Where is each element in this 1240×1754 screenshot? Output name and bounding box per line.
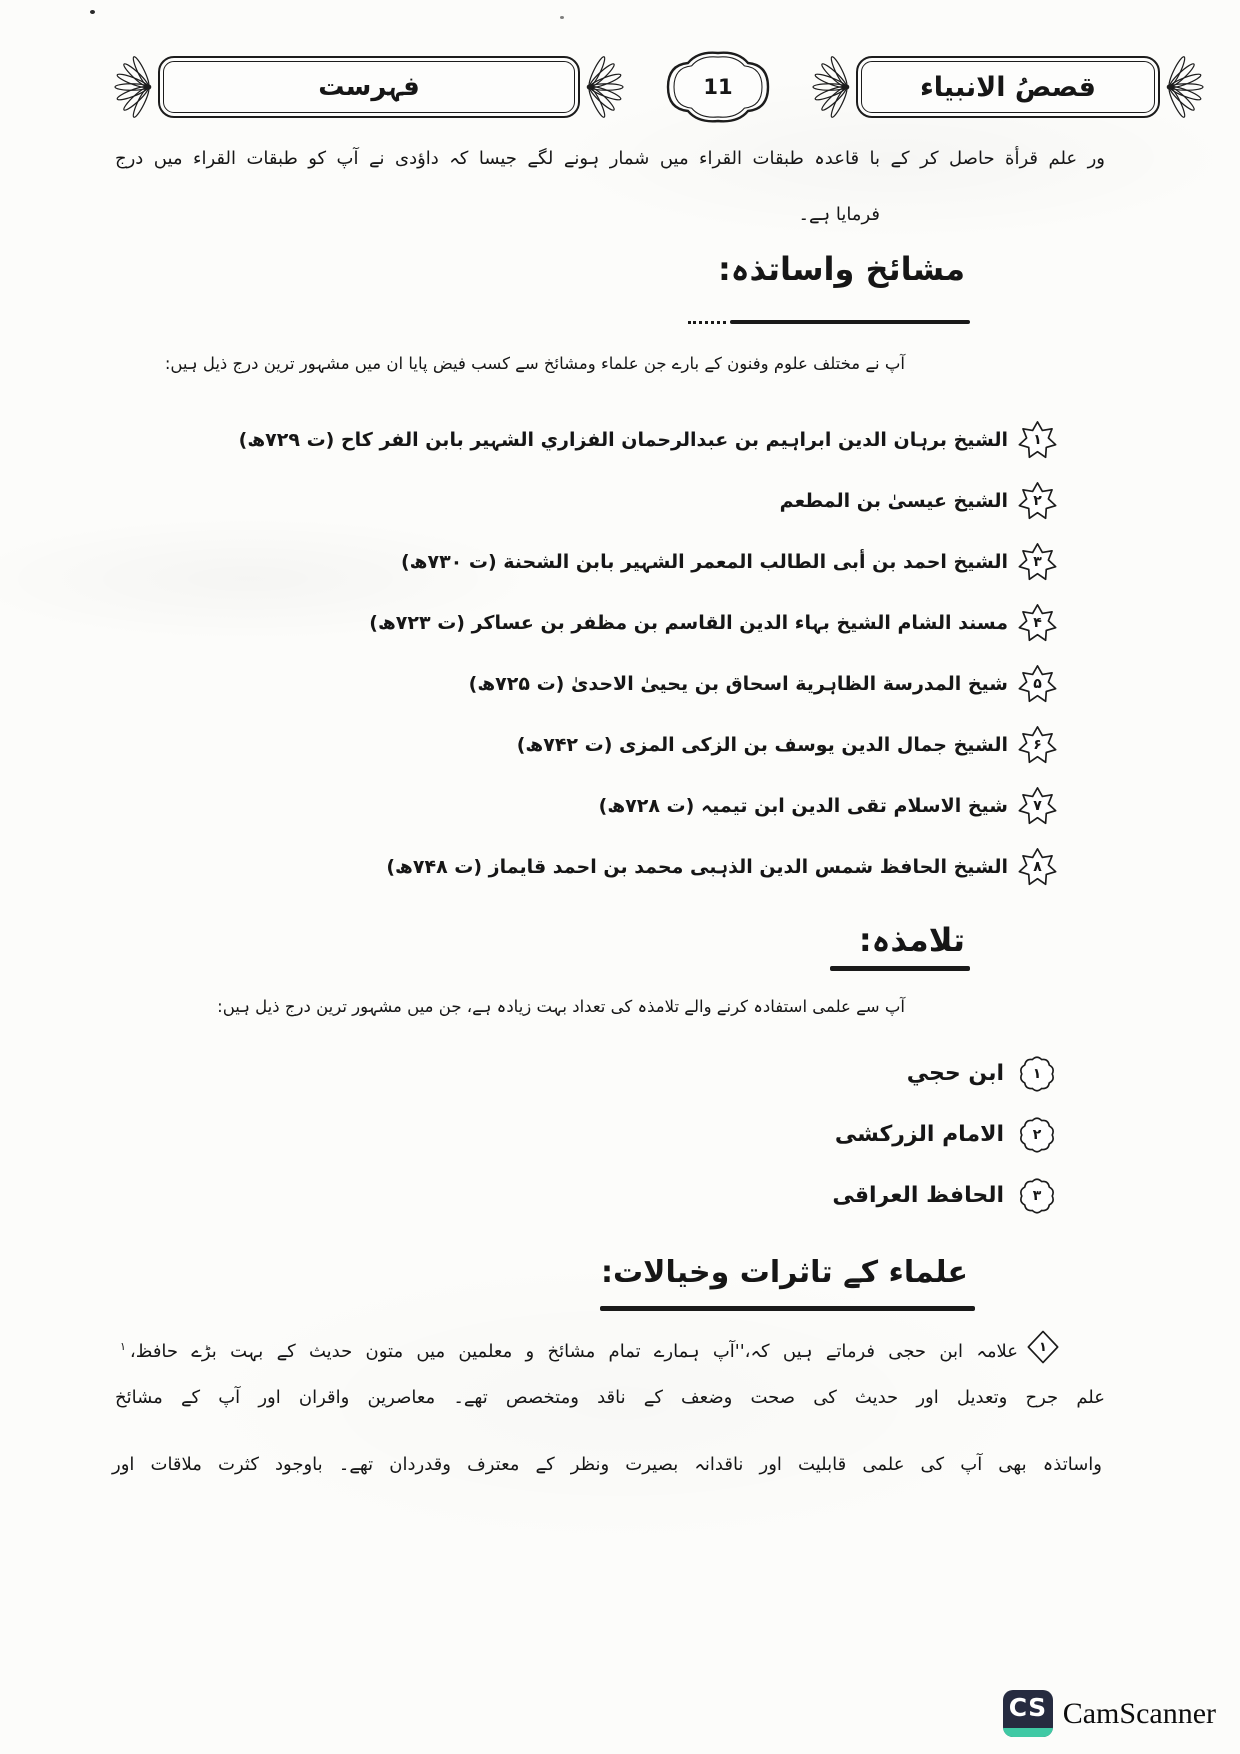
- header-band: [108, 44, 1232, 130]
- star-bullet-icon: [1017, 847, 1058, 888]
- page-number-cartouche: [632, 47, 804, 127]
- student-name: الحافظ العراقی: [832, 1183, 1004, 1208]
- bullet-number: ۲: [1032, 1127, 1042, 1143]
- teacher-item-7: [90, 784, 1058, 832]
- teacher-item-2: [90, 479, 1058, 527]
- student-item-3: [90, 1174, 1058, 1222]
- paragraph-line: ور علم قرأة حاصل کر کے با قاعدہ طبقات القراء میں شمار ہونے لگے جیسا کہ داؤدی نے آپ کو طبقات القراء میں درج: [115, 148, 1105, 169]
- bullet-number: ۱: [1039, 1339, 1047, 1355]
- bullet-number: ۷: [1033, 797, 1042, 814]
- floral-ornament-icon: [806, 48, 856, 126]
- heading-underline: [830, 966, 970, 971]
- book-title-banner: [856, 56, 1160, 118]
- student-name: ابن حجي: [906, 1061, 1004, 1086]
- footnote-mark: ۱: [120, 1340, 126, 1353]
- star-bullet-icon: [1017, 725, 1058, 766]
- section-title: فہرست: [318, 72, 420, 102]
- bullet-number: ۲: [1033, 492, 1042, 509]
- teacher-item-1: [90, 418, 1058, 466]
- bullet-number: ۳: [1033, 553, 1042, 570]
- camscanner-initials: CS: [1008, 1693, 1047, 1722]
- flower-bullet-icon: [1018, 1116, 1056, 1154]
- paragraph-line: فرمایا ہے۔: [798, 204, 880, 225]
- opinions-line: علم جرح وتعدیل اور حدیث کی صحت وضعف کے ناقد ومتخصص تھے۔ معاصرین واقران اور آپ کے مشائخ: [115, 1387, 1105, 1408]
- star-bullet-icon: [1017, 603, 1058, 644]
- bullet-number: ۵: [1033, 675, 1042, 692]
- opinions-heading: علماء کے تاثرات وخیالات:: [601, 1255, 968, 1290]
- teacher-item-3: [90, 540, 1058, 588]
- heading-underline: [730, 320, 970, 324]
- floral-ornament-icon: [580, 48, 630, 126]
- bullet-number: ۳: [1032, 1188, 1042, 1204]
- star-bullet-icon: [1017, 481, 1058, 522]
- heading-underline-dots: [688, 321, 726, 324]
- bullet-number: ۱: [1032, 1066, 1042, 1082]
- flower-bullet-icon: [1018, 1177, 1056, 1215]
- students-heading: تلامذہ:: [858, 921, 965, 959]
- teacher-name: الشیخ احمد بن أبی الطالب المعمر الشہیر بابن الشحنة (ت ۷۳۰ھ): [400, 551, 1008, 573]
- floral-ornament-icon: [1160, 48, 1210, 126]
- left-title-banner: [158, 56, 580, 118]
- page-number: 11: [703, 75, 733, 99]
- star-bullet-icon: [1017, 420, 1058, 461]
- scan-speckle: [90, 10, 95, 14]
- bullet-number: ۶: [1033, 736, 1042, 753]
- teacher-item-6: [90, 723, 1058, 771]
- teacher-item-8: [90, 845, 1058, 893]
- teacher-name: شیخ الاسلام تقی الدین ابن تیمیہ (ت ۷۲۸ھ): [598, 795, 1008, 817]
- teacher-name: شیخ المدرسة الظاہریة اسحاق بن یحییٰ الاحدیٰ (ت ۷۲۵ھ): [468, 673, 1008, 695]
- book-title: قصصُ الانبیاء: [919, 71, 1096, 103]
- star-bullet-icon: [1017, 542, 1058, 583]
- camscanner-watermark: [1003, 1690, 1216, 1737]
- heading-underline: [600, 1306, 975, 1311]
- student-name: الامام الزرکشی: [834, 1122, 1004, 1147]
- student-item-1: [90, 1052, 1058, 1100]
- scan-speckle: [560, 16, 564, 19]
- opinions-line: واساتذہ بھی آپ کی علمی قابلیت اور ناقدانہ بصیرت ونظر کے معترف وقدردان تھے۔ باوجود کثرت ملاقات اور: [112, 1454, 1102, 1475]
- teachers-intro: آپ نے مختلف علوم وفنون کے بارے جن علماء ومشائخ سے کسب فیض پایا ان میں مشہور ترین درج ذیل ہیں:: [164, 354, 905, 373]
- star-bullet-icon: [1017, 664, 1058, 705]
- bullet-number: ۱: [1033, 431, 1042, 448]
- students-intro: آپ سے علمی استفادہ کرنے والے تلامذہ کی تعداد بہت زیادہ ہے، جن میں مشہور ترین درج ذیل ہیں:: [217, 997, 905, 1016]
- bullet-number: ۸: [1033, 858, 1042, 875]
- teacher-name: الشیخ عیسیٰ بن المطعم: [779, 490, 1008, 512]
- teacher-name: مسند الشام الشیخ بہاء الدین القاسم بن مظفر بن عساکر (ت ۷۲۳ھ): [369, 612, 1008, 634]
- flower-bullet-icon: [1018, 1055, 1056, 1093]
- opinions-line: [120, 1324, 1018, 1375]
- diamond-bullet-icon: [1024, 1328, 1062, 1366]
- teacher-item-5: [90, 662, 1058, 710]
- teacher-item-4: [90, 601, 1058, 649]
- camscanner-logo-icon: [1003, 1690, 1053, 1737]
- opinions-line-text: علامہ ابن حجی فرماتے ہیں کہ،''آپ ہمارے تمام مشائخ و معلمین میں متون حدیث کے بہت بڑے حافظ،: [129, 1341, 1018, 1362]
- teacher-name: الشیخ جمال الدین یوسف بن الزکی المزی (ت ۷۴۲ھ): [516, 734, 1008, 756]
- student-item-2: [90, 1113, 1058, 1161]
- teachers-heading: مشائخ واساتذہ:: [718, 250, 965, 288]
- teacher-name: الشیخ الحافظ شمس الدین الذہبی محمد بن احمد قایماز (ت ۷۴۸ھ): [386, 856, 1008, 878]
- star-bullet-icon: [1017, 786, 1058, 827]
- bullet-number: ۴: [1033, 614, 1042, 631]
- camscanner-logo-accent: [1003, 1728, 1053, 1737]
- floral-ornament-icon: [108, 48, 158, 126]
- camscanner-label: CamScanner: [1062, 1696, 1216, 1730]
- teacher-name: الشیخ برہان الدین ابراہیم بن عبدالرحمان الفزاري الشہیر بابن الفر کاح (ت ۷۲۹ھ): [238, 429, 1008, 451]
